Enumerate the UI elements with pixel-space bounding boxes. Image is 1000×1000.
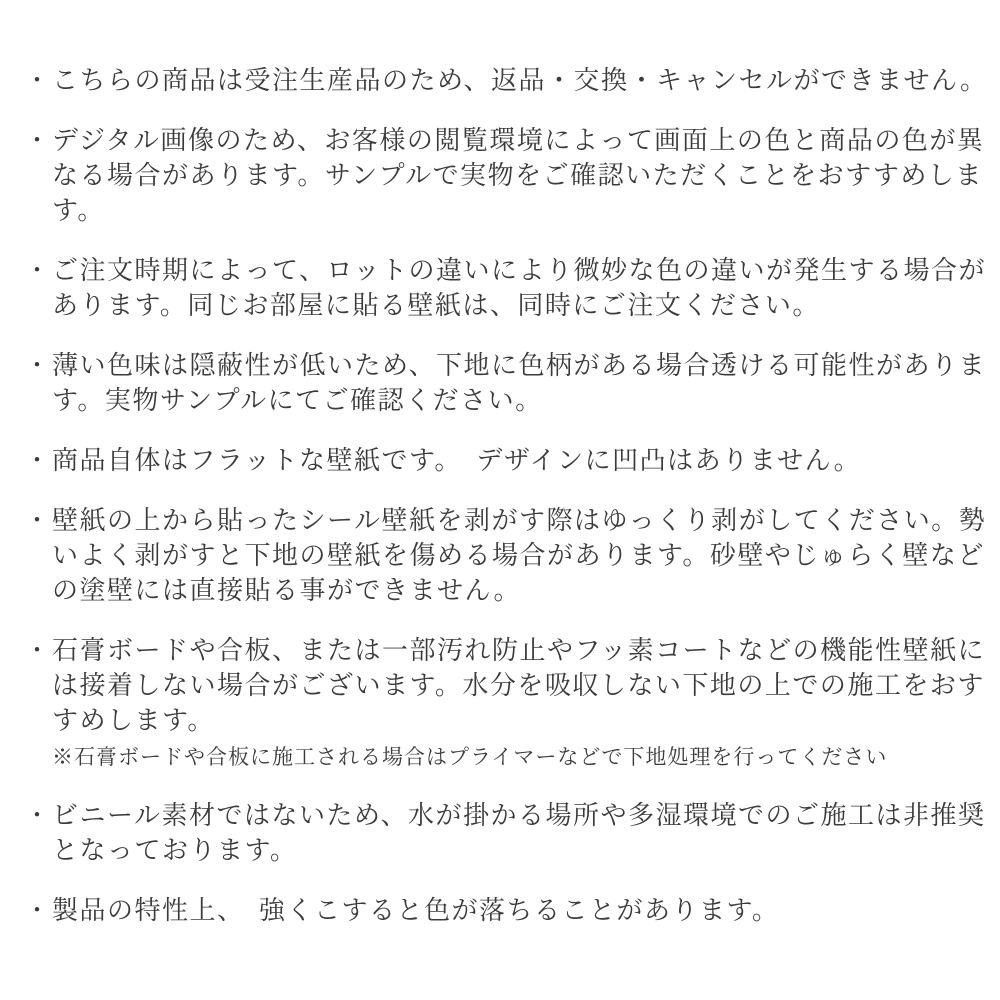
list-item xyxy=(25,348,988,418)
note-text: 製品の特性上、 強くこすると色が落ちることがあります。 xyxy=(52,895,780,925)
sub-note-text: ※石膏ボードや合板に施工される場合はプライマーなどで下地処理を行ってください xyxy=(52,746,888,769)
note-text: 壁紙の上から貼ったシール壁紙を剥がす際はゆっくり剥がしてください。勢いよく剥がすと下地の壁紙を傷める場合があります。砂壁やじゅらく壁などの塗壁には直接貼る事ができません。 xyxy=(52,505,987,605)
note-text: こちらの商品は受注生産品のため、返品・交換・キャンセルができません。 xyxy=(52,65,988,95)
bullet-icon: ・ xyxy=(25,127,51,154)
list-item xyxy=(25,633,988,773)
list-item xyxy=(25,443,988,478)
list-item xyxy=(25,63,988,98)
bullet-icon: ・ xyxy=(25,447,51,474)
note-text: デジタル画像のため、お客様の閲覧環境によって画面上の色と商品の色が異なる場合があります。サンプルで実物をご確認いただくことをおすすめします。 xyxy=(52,125,985,225)
list-item xyxy=(25,123,988,228)
bullet-icon: ・ xyxy=(25,507,51,534)
list-item xyxy=(25,503,988,608)
bullet-icon: ・ xyxy=(25,352,51,379)
note-text: ビニール素材ではないため、水が掛かる場所や多湿環境でのご施工は非推奨となっております。 xyxy=(52,800,986,865)
list-item xyxy=(25,893,988,928)
note-text-group xyxy=(52,633,988,773)
bullet-icon: ・ xyxy=(25,67,51,94)
bullet-icon: ・ xyxy=(25,802,51,829)
bullet-icon: ・ xyxy=(25,637,51,664)
note-text: 商品自体はフラットな壁紙です。 デザインに凹凸はありません。 xyxy=(52,445,862,475)
bullet-icon: ・ xyxy=(25,897,51,924)
note-text: 石膏ボードや合板、または一部汚れ防止やフッ素コートなどの機能性壁紙には接着しない場合がございます。水分を吸収しない下地の上での施工をおすすめします。 xyxy=(52,635,986,735)
note-text: ご注文時期によって、ロットの違いにより微妙な色の違いが発生する場合があります。同じお部屋に貼る壁紙は、同時にご注文ください。 xyxy=(52,255,986,320)
list-item xyxy=(25,798,988,868)
note-text: 薄い色味は隠蔽性が低いため、下地に色柄がある場合透ける可能性があります。実物サンプルにてご確認ください。 xyxy=(52,350,986,415)
bullet-icon: ・ xyxy=(25,257,51,284)
list-item xyxy=(25,253,988,323)
